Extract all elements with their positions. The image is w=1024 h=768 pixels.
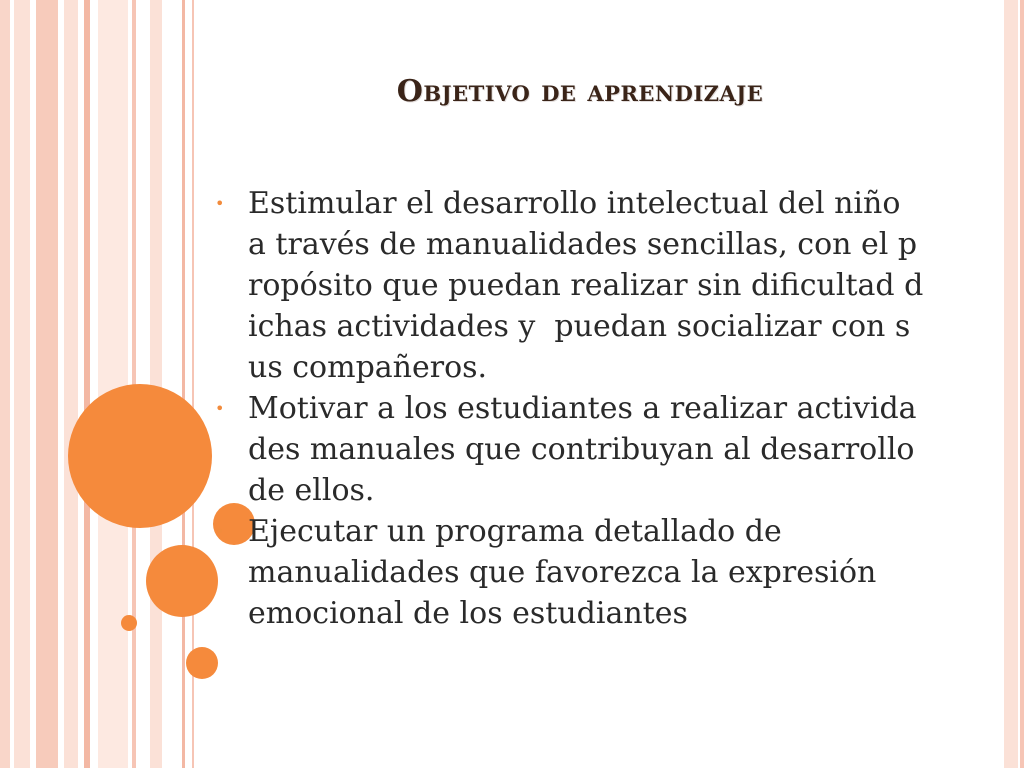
small-orange-circle <box>121 615 137 631</box>
slide-title: Objetivo de aprendizaje <box>396 74 764 109</box>
bullet-text-line: Motivar a los estudiantes a realizar activida <box>248 391 917 426</box>
orange-circle <box>146 545 218 617</box>
bullet-item <box>212 511 972 634</box>
bullet-icon: • <box>215 522 225 541</box>
bullet-text-line: ichas actividades y puedan socializar con s <box>248 309 911 344</box>
bullet-icon: • <box>215 194 225 213</box>
bullet-text-line: us compañeros. <box>248 350 488 385</box>
bullet-text-line: Ejecutar un programa detallado de <box>248 514 782 549</box>
bullet-text-line: des manuales que contribuyan al desarrollo <box>248 432 915 467</box>
bullet-text-line: emocional de los estudiantes <box>248 596 688 631</box>
bullet-item <box>212 388 972 511</box>
small-orange-circle-bottom <box>186 647 218 679</box>
bullet-text-line: manualidades que favorezca la expresión <box>248 555 877 590</box>
bullet-list <box>212 183 972 634</box>
large-orange-circle <box>68 384 212 528</box>
bullet-item <box>212 183 972 388</box>
bullet-icon: • <box>215 399 225 418</box>
bullet-text-line: de ellos. <box>248 473 375 508</box>
bullet-text-line: ropósito que puedan realizar sin dificultad d <box>248 268 924 303</box>
bullet-text-line: Estimular el desarrollo intelectual del niño <box>248 186 901 221</box>
bullet-text-line: a través de manualidades sencillas, con el p <box>248 227 918 262</box>
